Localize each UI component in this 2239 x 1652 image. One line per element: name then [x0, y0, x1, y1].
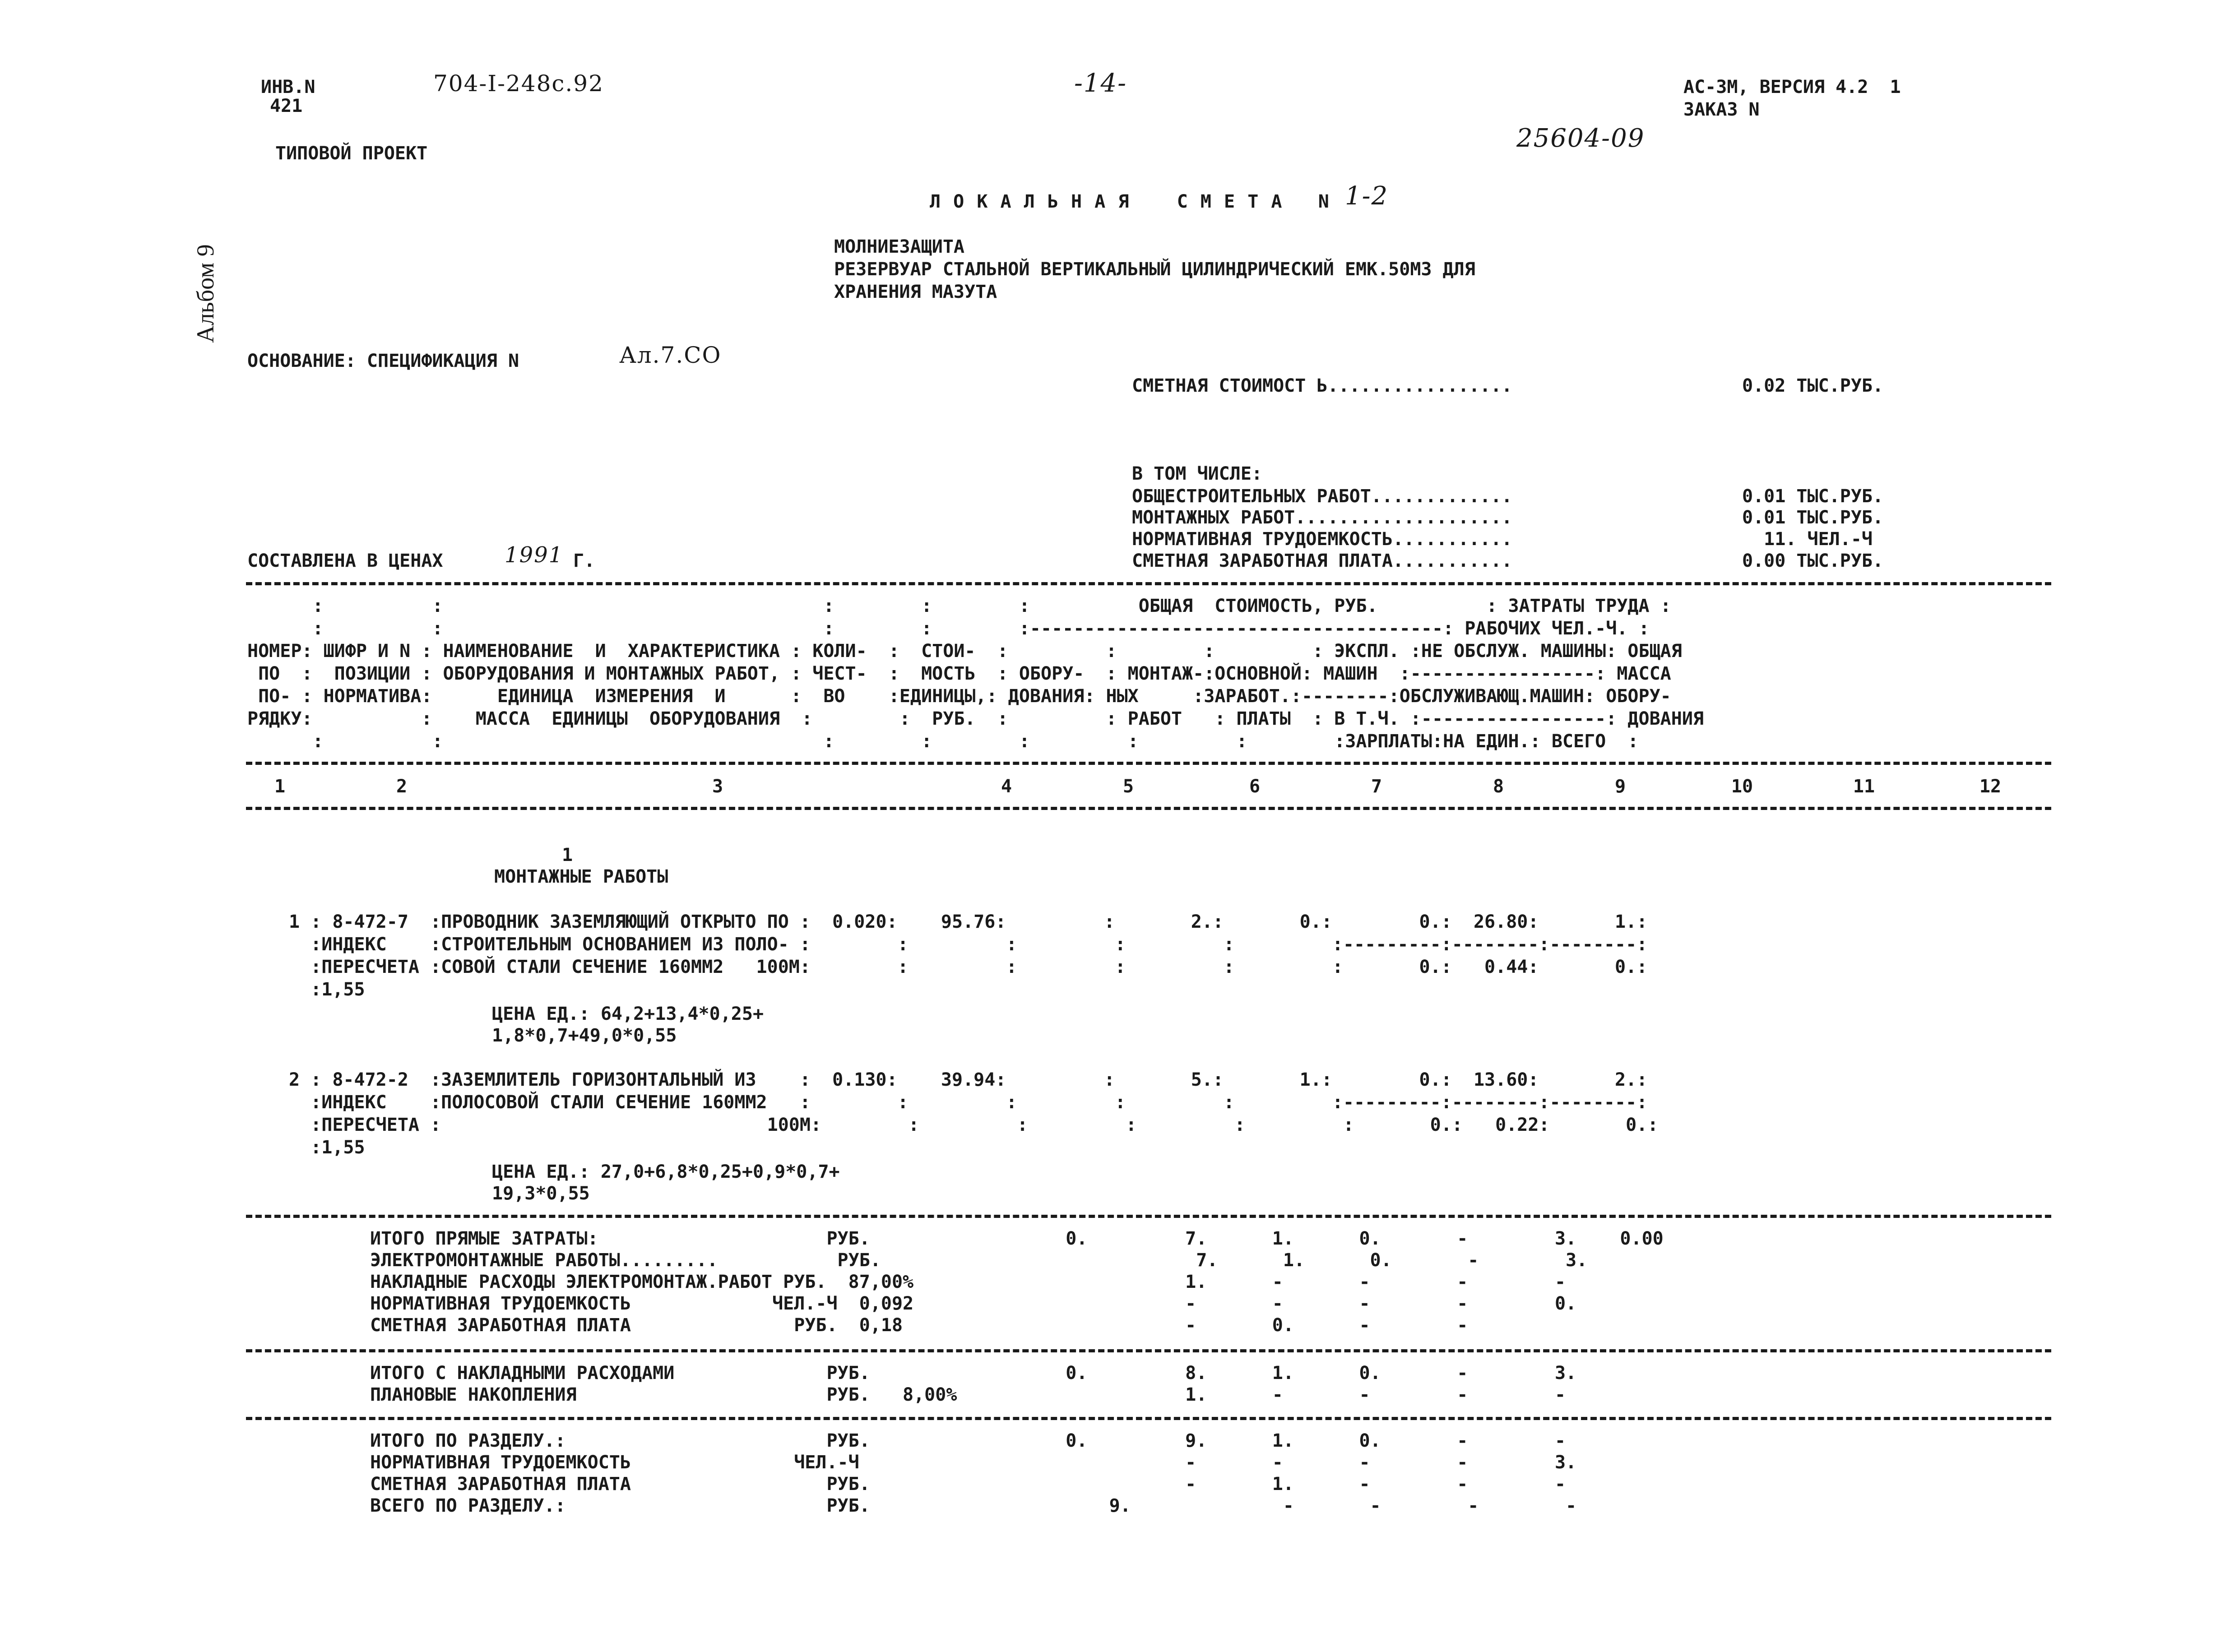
- section-number: 1: [562, 845, 573, 865]
- totals-rule: [246, 1349, 2051, 1352]
- column-number: 5: [1122, 776, 1134, 797]
- title-line-2: РЕЗЕРВУАР СТАЛЬНОЙ ВЕРТИКАЛЬНЫЙ ЦИЛИНДРИЧЕСКИЙ ЕМК.50М3 ДЛЯ: [834, 259, 1475, 280]
- compiled-year-suffix: Г.: [573, 551, 595, 571]
- totals-line: ИТОГО ПО РАЗДЕЛУ.: РУБ. 0. 9. 1. 0. - -: [370, 1430, 1566, 1451]
- header-line: : : : : : : : :ЗАРПЛАТЫ:НА ЕДИН.: ВСЕГО :: [247, 731, 1639, 752]
- table-row: :ПЕРЕСЧЕТА : 100М: : : : : : 0.: 0.22: 0.:: [289, 1115, 1659, 1135]
- title-line-3: ХРАНЕНИЯ МАЗУТА: [834, 282, 997, 302]
- totals-line: НОРМАТИВНАЯ ТРУДОЕМКОСТЬ ЧЕЛ.-Ч 0,092 - - - - 0.: [370, 1293, 1577, 1314]
- summary-item-label: СМЕТНАЯ ЗАРАБОТНАЯ ПЛАТА...........: [1132, 551, 1512, 571]
- totals-line: СМЕТНАЯ ЗАРАБОТНАЯ ПЛАТА РУБ. 0,18 - 0. - -: [370, 1315, 1468, 1336]
- unit-price-formula: 19,3*0,55: [492, 1183, 590, 1204]
- order-label: ЗАКАЗ N: [1683, 99, 1760, 120]
- totals-line: НАКЛАДНЫЕ РАСХОДЫ ЭЛЕКТРОМОНТАЖ.РАБОТ РУБ. 87,00% 1. - - - -: [370, 1272, 1566, 1292]
- column-number: 1: [274, 776, 286, 797]
- summary-item-value: 0.01 ТЫС.РУБ.: [1742, 486, 1884, 507]
- totals-rule: [246, 1417, 2051, 1420]
- document-heading: Л О К А Л Ь Н А Я С М Е Т А N: [930, 191, 1330, 212]
- album-label: Альбом 9: [192, 244, 219, 343]
- totals-line: НОРМАТИВНАЯ ТРУДОЕМКОСТЬ ЧЕЛ.-Ч - - - - 3.: [370, 1452, 1577, 1473]
- estimated-cost-label: СМЕТНАЯ СТОИМОСТ Ь.................: [1132, 375, 1512, 396]
- header-line: ПО- : НОРМАТИВА: ЕДИНИЦА ИЗМЕРЕНИЯ И : ВО :ЕДИНИЦЫ,: ДОВАНИЯ: НЫХ :ЗАРАБОТ.:--------:ОБСЛУЖИВАЮЩ.МАШИН: ОБОРУ-: [247, 686, 1671, 707]
- estimated-cost-value: 0.02 ТЫС.РУБ.: [1742, 375, 1884, 396]
- table-row: :1,55: [289, 1137, 431, 1158]
- column-number-bottom-rule: [246, 807, 2051, 810]
- title-line-1: МОЛНИЕЗАЩИТА: [834, 236, 964, 257]
- header-line: : : : : :--------------------------------------: РАБОЧИХ ЧЕЛ.-Ч. :: [247, 618, 1650, 639]
- totals-rule: [246, 1215, 2051, 1218]
- column-number: 3: [712, 776, 723, 797]
- column-number-top-rule: [246, 762, 2051, 765]
- summary-item-label: ОБЩЕСТРОИТЕЛЬНЫХ РАБОТ.............: [1132, 486, 1512, 507]
- header-line: РЯДКУ: : МАССА ЕДИНИЦЫ ОБОРУДОВАНИЯ : : РУБ. : : РАБОТ : ПЛАТЫ : В Т.Ч. :-----------------: ДОВАНИЯ: [247, 708, 1704, 729]
- inventory-number: 421: [270, 96, 303, 116]
- compiled-year: 1991: [505, 542, 564, 568]
- estimate-number: 1-2: [1345, 181, 1389, 211]
- table-row: 1 : 8-472-7 :ПРОВОДНИК ЗАЗЕМЛЯЮЩИЙ ОТКРЫТО ПО : 0.020: 95.76: : 2.: 0.: 0.: 26.80: 1.:: [289, 912, 1648, 932]
- table-row: :ИНДЕКС :ПОЛОСОВОЙ СТАЛИ СЕЧЕНИЕ 160ММ2 : : : : : :---------:--------:--------:: [289, 1092, 1648, 1113]
- column-number: 9: [1614, 776, 1626, 797]
- summary-item-label: НОРМАТИВНАЯ ТРУДОЕМКОСТЬ...........: [1132, 529, 1512, 550]
- compiled-prices-label: СОСТАВЛЕНА В ЦЕНАХ: [247, 551, 443, 571]
- totals-line: ИТОГО С НАКЛАДНЫМИ РАСХОДАМИ РУБ. 0. 8. 1. 0. - 3.: [370, 1363, 1577, 1384]
- totals-line: СМЕТНАЯ ЗАРАБОТНАЯ ПЛАТА РУБ. - 1. - - -: [370, 1474, 1566, 1495]
- header-line: : : : : : ОБЩАЯ СТОИМОСТЬ, РУБ. : ЗАТРАТЫ ТРУДА :: [247, 596, 1671, 616]
- column-number: 12: [1979, 776, 2002, 797]
- page-number: -14-: [1074, 69, 1127, 98]
- section-title: МОНТАЖНЫЕ РАБОТЫ: [494, 866, 668, 887]
- including-label: В ТОМ ЧИСЛЕ:: [1132, 463, 1262, 484]
- table-row: :ПЕРЕСЧЕТА :СОВОЙ СТАЛИ СЕЧЕНИЕ 160ММ2 100М: : : : : : 0.: 0.44: 0.:: [289, 957, 1648, 977]
- table-row: :ИНДЕКС :СТРОИТЕЛЬНЫМ ОСНОВАНИЕМ ИЗ ПОЛО- : : : : : :---------:--------:--------:: [289, 934, 1648, 955]
- basis-value: Ал.7.СО: [619, 342, 722, 368]
- inventory-label: ИНВ.N: [261, 77, 315, 97]
- header-line: НОМЕР: ШИФР И N : НАИМЕНОВАНИЕ И ХАРАКТЕРИСТИКА : КОЛИ- : СТОИ- : : : : ЭКСПЛ. :НЕ ОБСЛУЖ. МАШИНЫ: ОБЩАЯ: [247, 641, 1682, 662]
- column-number: 11: [1853, 776, 1875, 797]
- totals-line: ВСЕГО ПО РАЗДЕЛУ.: РУБ. 9. - - - -: [370, 1495, 1577, 1516]
- column-number: 6: [1249, 776, 1261, 797]
- summary-item-value: 0.00 ТЫС.РУБ.: [1742, 551, 1884, 571]
- order-number: 25604-09: [1516, 124, 1645, 153]
- table-top-rule: [246, 582, 2051, 585]
- system-version: АС-3М, ВЕРСИЯ 4.2 1: [1683, 77, 1901, 97]
- column-number: 4: [1001, 776, 1012, 797]
- unit-price-formula: 1,8*0,7+49,0*0,55: [492, 1025, 677, 1046]
- project-code: 704-I-248с.92: [433, 70, 604, 97]
- project-type: ТИПОВОЙ ПРОЕКТ: [275, 143, 428, 164]
- summary-item-value: 0.01 ТЫС.РУБ.: [1742, 507, 1884, 528]
- column-number: 8: [1493, 776, 1504, 797]
- header-line: ПО : ПОЗИЦИИ : ОБОРУДОВАНИЯ И МОНТАЖНЫХ РАБОТ, : ЧЕСТ- : МОСТЬ : ОБОРУ- : МОНТАЖ-:ОСНОВНОЙ: МАШИН :-----------------: МАССА: [247, 663, 1671, 684]
- table-row: 2 : 8-472-2 :ЗАЗЕМЛИТЕЛЬ ГОРИЗОНТАЛЬНЫЙ ИЗ : 0.130: 39.94: : 5.: 1.: 0.: 13.60: 2.:: [289, 1069, 1648, 1090]
- unit-price-formula: ЦЕНА ЕД.: 64,2+13,4*0,25+: [492, 1004, 764, 1024]
- column-number: 10: [1731, 776, 1753, 797]
- unit-price-formula: ЦЕНА ЕД.: 27,0+6,8*0,25+0,9*0,7+: [492, 1161, 840, 1182]
- column-number: 7: [1371, 776, 1382, 797]
- totals-line: ИТОГО ПРЯМЫЕ ЗАТРАТЫ: РУБ. 0. 7. 1. 0. - 3. 0.00: [370, 1228, 1664, 1249]
- totals-line: ЭЛЕКТРОМОНТАЖНЫЕ РАБОТЫ......... РУБ. 7. 1. 0. - 3.: [370, 1250, 1588, 1271]
- summary-item-value: 11. ЧЕЛ.-Ч: [1742, 529, 1873, 550]
- totals-line: ПЛАНОВЫЕ НАКОПЛЕНИЯ РУБ. 8,00% 1. - - - -: [370, 1384, 1566, 1405]
- table-row: :1,55: [289, 979, 431, 1000]
- summary-item-label: МОНТАЖНЫХ РАБОТ....................: [1132, 507, 1512, 528]
- column-number: 2: [396, 776, 408, 797]
- basis-label: ОСНОВАНИЕ: СПЕЦИФИКАЦИЯ N: [247, 351, 519, 371]
